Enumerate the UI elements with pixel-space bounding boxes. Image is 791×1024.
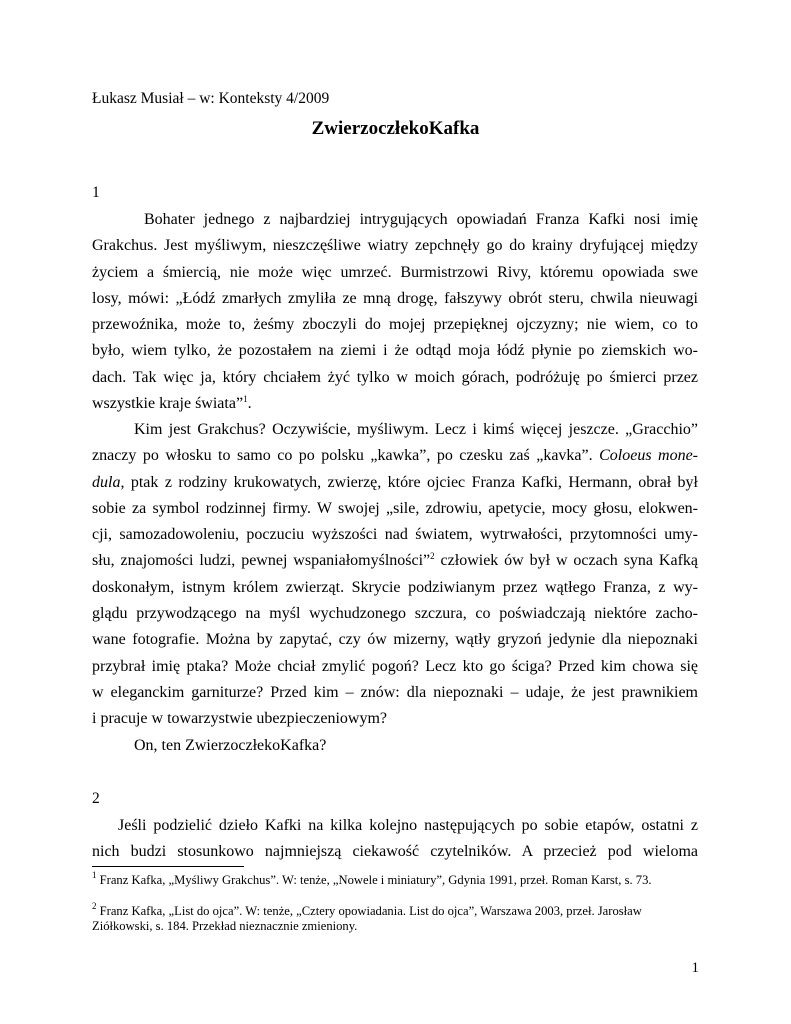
footnote-mark: 1 <box>92 870 97 880</box>
footnote-ref-2[interactable]: 2 <box>430 551 435 562</box>
section-number-1: 1 <box>92 184 100 201</box>
section1-paragraph-3: On, ten ZwierzoczłekoKafka? <box>134 737 327 754</box>
text-line: Kim jest Grakchus? Oczywiście, myśliwym. Lecz i kimś więcej jeszcze. „Gracchio” <box>134 421 698 438</box>
text-line: przybrał imię ptaka? Może chciał zmylić pogoń? Lecz kto go ściga? Przed kim chowa się <box>92 657 698 675</box>
publication-source: – w: Konteksty 4/2009 <box>183 90 330 107</box>
text-segment: słu, znajomości ludzi, pewnej wspaniałomyślności” <box>92 552 431 570</box>
text-line: i pracuje w towarzystwie ubezpieczeniowym? <box>92 710 387 728</box>
footnote-separator <box>92 866 244 867</box>
italic-species-name: Coloeus mone- <box>599 447 698 465</box>
text-line: Bohater jednego z najbardziej intrygujących opowiadań Franza Kafki nosi imię <box>144 211 698 228</box>
text-line <box>92 548 698 574</box>
article-title: ZwierzoczłekoKafka <box>311 118 480 139</box>
text-line: przewoźnika, może to, żeśmy zboczyli do mojej przepięknej ojczyzny; nie wiem, co to <box>92 316 698 334</box>
text-segment: , ptak z rodziny krukowatych, zwierzę, które ojciec Franza Kafki, Hermann, obrał był <box>120 473 698 491</box>
text-line: było, wiem tylko, że pozostałem na ziemi i że odtąd moja łódź płynie po ziemskich wo- <box>92 342 698 360</box>
section1-paragraph-2 <box>92 417 698 733</box>
italic-species-name: dula <box>92 473 121 491</box>
text-line: dach. Tak więc ja, który chciałem żyć tylko w moich górach, podróżuję po śmierci przez <box>92 368 698 386</box>
text-line: doskonałym, istnym królem zwierząt. Skrycie podziwianym przez wątłego Franza, z wy- <box>92 578 698 596</box>
page-number: 1 <box>691 960 699 976</box>
section1-paragraph-1 <box>92 207 698 417</box>
footnote-text: Franz Kafka, „List do ojca”. W: tenże, „Cztery opowiadania. List do ojca”, Warszawa 2003, przeł. Jarosław Ziółkowski, s. 184. Przekład nieznacznie zmieniony. <box>92 904 642 933</box>
footnote-ref-1[interactable]: 1 <box>243 394 248 405</box>
footnote-2 <box>92 901 698 934</box>
section2-paragraph-1 <box>92 813 698 866</box>
footnote-mark: 2 <box>92 901 97 911</box>
text-line: życiem a śmiercią, nie może więc umrzeć. Burmistrzowi Rivy, któremu opowiada swe <box>92 263 698 281</box>
text-line: cji, samozadowoleniu, poczuciu wyższości nad światem, wytrwałości, przytomności umy- <box>92 526 698 544</box>
text-line: wane fotografie. Można by zapytać, czy ów mizerny, wątły gryzoń jedynie dla niepoznaki <box>92 631 698 649</box>
text-line: Jeśli podzielić dzieło Kafki na kilka kolejno następujących po sobie etapów, ostatni z <box>118 817 698 834</box>
author-line <box>92 89 329 109</box>
author-name: Łukasz Musiał <box>92 90 184 107</box>
text-line: glądu przywodzącego na myśl wychudzonego szczura, co poświadczają niektóre zacho- <box>92 605 698 623</box>
text-segment: wszystkie kraje świata” <box>92 395 244 413</box>
footnote-text: Franz Kafka, „Myśliwy Grakchus”. W: tenże, „Nowele i miniatury”, Gdynia 1991, przeł. Roman Karst, s. 73. <box>96 873 652 887</box>
text-line <box>92 391 698 417</box>
text-line: sobie za symbol rodzinnej firmy. W swojej „sile, zdrowiu, apetycie, mocy głosu, elokwen- <box>92 499 698 517</box>
footnote-1 <box>92 870 698 888</box>
text-segment: człowiek ów był w oczach syna Kafką <box>434 552 698 570</box>
section-number-2: 2 <box>92 790 100 807</box>
text-segment: znaczy po włosku to samo co po polsku „kawka”, po czesku zaś „kavka”. <box>92 447 600 465</box>
text-line: losy, mówi: „Łódź zmarłych zmyliła ze mną drogę, fałszywy obrót steru, chwila nieuwagi <box>92 289 698 307</box>
text-line <box>92 470 698 496</box>
text-line <box>92 443 698 469</box>
text-line: Grakchus. Jest myśliwym, nieszczęśliwe wiatry zepchnęły go do krainy dryfującej między <box>92 237 698 255</box>
text-line: nich budzi stosunkowo najmniejszą ciekawość czytelników. A przecież pod wieloma <box>92 843 698 861</box>
text-line: w eleganckim garniturze? Przed kim – znów: dla niepoznaki – udaje, że jest prawnikiem <box>92 683 698 701</box>
text-segment: . <box>247 395 252 413</box>
